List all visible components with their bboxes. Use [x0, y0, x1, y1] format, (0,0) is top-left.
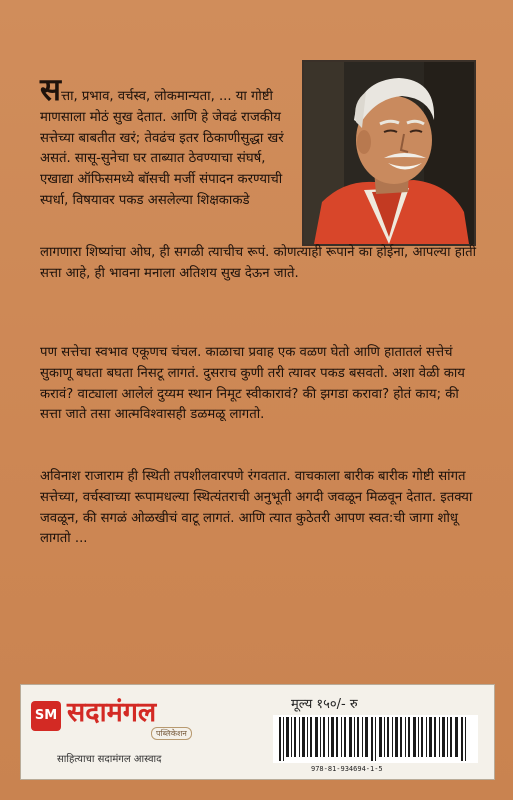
publisher-panel	[20, 684, 495, 780]
barcode	[273, 715, 478, 763]
third-paragraph: अविनाश राजाराम ही स्थिती तपशीलवारपणे रंगवतात. वाचकाला बारीक बारीक गोष्टी सांगत सत्तेच्या, वर्चस्वाच्या रूपामधल्या स्थित्यंतराची अनुभूती अगदी जवळून मिळवून देतात. इतक्या जवळून, की सगळं ओळखीचं वाटू लागतं. आणि त्यात कुठेतरी आपण स्वत:ची जागा शोधू लागतो ...	[40, 469, 473, 547]
author-portrait-image	[304, 62, 474, 244]
price-label: मूल्य १५०/- रु	[291, 697, 358, 712]
intro-text: त्ता, प्रभाव, वर्चस्व, लोकमान्यता, ... या गोष्टी माणसाला मोठं सुख देतात. आणि हे जेवढं राजकीय सत्तेच्या बाबतीत खरं; तेवढंच इतर ठिकाणीसुद्धा खरं असतं. सासू-सुनेचा घर ताब्यात ठेवण्याचा संघर्ष, एखाद्या ऑफिसमध्ये बॉसची मर्जी संपादन करण्याची स्पर्धा, विषयावर पकड असलेल्या शिक्षकाकडे	[40, 89, 284, 208]
publisher-sub-label: पब्लिकेशन	[151, 727, 192, 740]
publisher-logo	[31, 697, 243, 737]
drop-cap: स	[40, 72, 61, 108]
second-paragraph: पण सत्तेचा स्वभाव एकूणच चंचल. काळाचा प्रवाह एक वळण घेतो आणि हातातलं सत्तेचं सुकाणू बघता बघता निसटू लागतं. दुसराच कुणी तरी त्यावर पकड बसवतो. अशा वेळी काय करावं? वाट्याला आलेलं दुय्यम स्थान निमूट स्वीकारावं? की झगडा करावा? होतं काय; की सत्ता जाते तसा आत्मविश्वासही डळमळू लागतो.	[40, 345, 465, 423]
publisher-logo-mark: SM	[31, 701, 61, 731]
intro-paragraph-continued: लागणारा शिष्यांचा ओघ, ही सगळी त्याचीच रूपं. कोणत्याही रूपाने का होईना, आपल्या हाती सत्ता आहे, ही भावना मनाला अतिशय सुख देऊन जाते.	[40, 245, 477, 281]
isbn-number: 978-81-934694-1-5	[311, 765, 383, 773]
publisher-tagline: साहित्याचा सदामंगल आस्वाद	[57, 754, 162, 765]
intro-paragraph	[40, 72, 298, 212]
barcode-image	[273, 715, 478, 763]
publisher-name: सदामंगल	[67, 697, 157, 728]
author-photo	[302, 60, 476, 246]
